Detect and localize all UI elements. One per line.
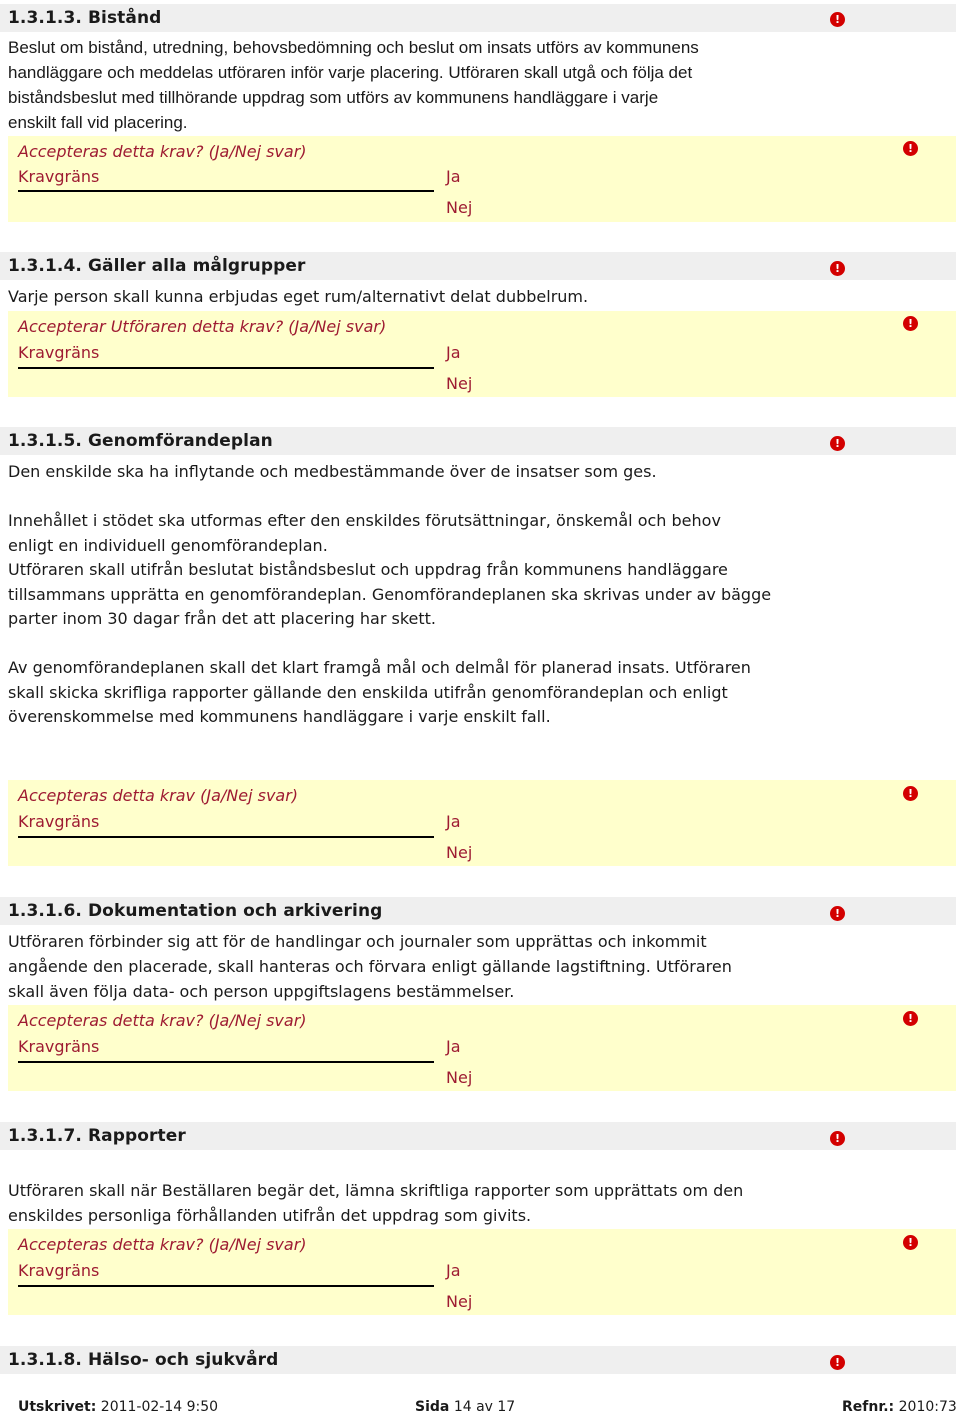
answer-box	[8, 311, 956, 397]
kravgrans-label: Kravgräns	[18, 167, 100, 186]
ref-label: Refnr.:	[842, 1399, 895, 1415]
answer-box	[8, 780, 956, 866]
body-text: Innehållet i stödet ska utformas efter den enskildes förutsättningar, önskemål och behov	[8, 511, 721, 530]
warning-icon: !	[830, 1355, 845, 1370]
printed-label: Utskrivet:	[18, 1399, 97, 1415]
body-text: enskildes personliga förhållanden utifrån det uppdrag som givits.	[8, 1206, 532, 1225]
kravgrans-underline	[18, 836, 434, 838]
warning-icon: !	[830, 12, 845, 27]
option-ja[interactable]: Ja	[446, 812, 461, 831]
printed-date	[18, 1399, 218, 1415]
question-label: Accepteras detta krav? (Ja/Nej svar)	[18, 142, 307, 161]
section-title: 1.3.1.5. Genomförandeplan	[8, 431, 273, 451]
warning-icon: !	[830, 261, 845, 276]
warning-icon: !	[830, 1131, 845, 1146]
body-text: Utföraren skall utifrån beslutat biståndsbeslut och uppdrag från kommunens handläggare	[8, 560, 728, 579]
section-header	[0, 427, 956, 455]
body-text: Utföraren skall när Beställaren begär det, lämna skriftliga rapporter som upprättats om den	[8, 1181, 744, 1200]
kravgrans-underline	[18, 367, 434, 369]
section-title: 1.3.1.7. Rapporter	[8, 1126, 186, 1146]
page-label: Sida	[415, 1399, 450, 1415]
section-header	[0, 1346, 956, 1374]
section-header	[0, 1122, 956, 1150]
option-ja[interactable]: Ja	[446, 167, 461, 186]
warning-icon: !	[903, 786, 918, 801]
kravgrans-underline	[18, 1285, 434, 1287]
body-text: enskilt fall vid placering.	[8, 113, 188, 132]
option-ja[interactable]: Ja	[446, 1261, 461, 1280]
body-text: handläggare och meddelas utföraren inför varje placering. Utföraren skall utgå och följa det	[8, 63, 693, 82]
body-text: biståndsbeslut med tillhörande uppdrag som utförs av kommunens handläggare i varje	[8, 88, 659, 107]
body-text: skall skicka skrifliga rapporter gällande den enskilda utifrån genomförandeplan och enligt	[8, 683, 728, 702]
question-label: Accepterar Utföraren detta krav? (Ja/Nej svar)	[18, 317, 387, 336]
warning-icon: !	[903, 316, 918, 331]
body-text: Av genomförandeplanen skall det klart framgå mål och delmål för planerad insats. Utföraren	[8, 658, 751, 677]
answer-box	[8, 1229, 956, 1315]
kravgrans-underline	[18, 190, 434, 192]
option-nej[interactable]: Nej	[446, 198, 473, 217]
body-text: enligt en individuell genomförandeplan.	[8, 536, 328, 555]
kravgrans-label: Kravgräns	[18, 1037, 100, 1056]
section-header	[0, 4, 956, 32]
option-ja[interactable]: Ja	[446, 343, 461, 362]
section-title: 1.3.1.4. Gäller alla målgrupper	[8, 256, 306, 276]
question-label: Accepteras detta krav? (Ja/Nej svar)	[18, 1011, 307, 1030]
page-footer	[0, 1398, 960, 1417]
warning-icon: !	[903, 1011, 918, 1026]
option-nej[interactable]: Nej	[446, 1068, 473, 1087]
option-nej[interactable]: Nej	[446, 1292, 473, 1311]
body-text: skall även följa data- och person uppgiftslagens bestämmelser.	[8, 982, 515, 1001]
question-label: Accepteras detta krav? (Ja/Nej svar)	[18, 1235, 307, 1254]
question-label: Accepteras detta krav (Ja/Nej svar)	[18, 786, 299, 805]
option-nej[interactable]: Nej	[446, 843, 473, 862]
body-text: angående den placerade, skall hanteras och förvara enligt gällande lagstiftning. Utföraren	[8, 957, 732, 976]
section-title: 1.3.1.3. Bistånd	[8, 8, 162, 28]
kravgrans-underline	[18, 1061, 434, 1063]
warning-icon: !	[830, 906, 845, 921]
body-text: tillsammans upprätta en genomförandeplan. Genomförandeplanen ska skrivas under av bägge	[8, 585, 772, 604]
ref-value: 2010:73	[898, 1399, 957, 1415]
section-title: 1.3.1.8. Hälso- och sjukvård	[8, 1350, 279, 1370]
printed-value: 2011-02-14 9:50	[100, 1399, 219, 1415]
kravgrans-label: Kravgräns	[18, 343, 100, 362]
warning-icon: !	[830, 436, 845, 451]
body-text: överenskommelse med kommunens handläggare i varje enskilt fall.	[8, 707, 551, 726]
body-text: Utföraren förbinder sig att för de handlingar och journaler som upprättas och inkommit	[8, 932, 707, 951]
section-header	[0, 897, 956, 925]
section-header	[0, 252, 956, 280]
reference-number	[842, 1399, 957, 1415]
answer-box	[8, 136, 956, 222]
option-ja[interactable]: Ja	[446, 1037, 461, 1056]
warning-icon: !	[903, 1235, 918, 1250]
body-text: Varje person skall kunna erbjudas eget rum/alternativt delat dubbelrum.	[8, 287, 589, 306]
body-text: Den enskilde ska ha inflytande och medbestämmande över de insatser som ges.	[8, 462, 657, 481]
answer-box	[8, 1005, 956, 1091]
page-value: 14 av 17	[453, 1399, 516, 1415]
body-text: Beslut om bistånd, utredning, behovsbedömning och beslut om insats utförs av kommunens	[8, 38, 699, 57]
section-title: 1.3.1.6. Dokumentation och arkivering	[8, 901, 383, 921]
body-text: parter inom 30 dagar från det att placering har skett.	[8, 609, 437, 628]
option-nej[interactable]: Nej	[446, 374, 473, 393]
kravgrans-label: Kravgräns	[18, 1261, 100, 1280]
kravgrans-label: Kravgräns	[18, 812, 100, 831]
page-number	[415, 1399, 515, 1415]
warning-icon: !	[903, 141, 918, 156]
